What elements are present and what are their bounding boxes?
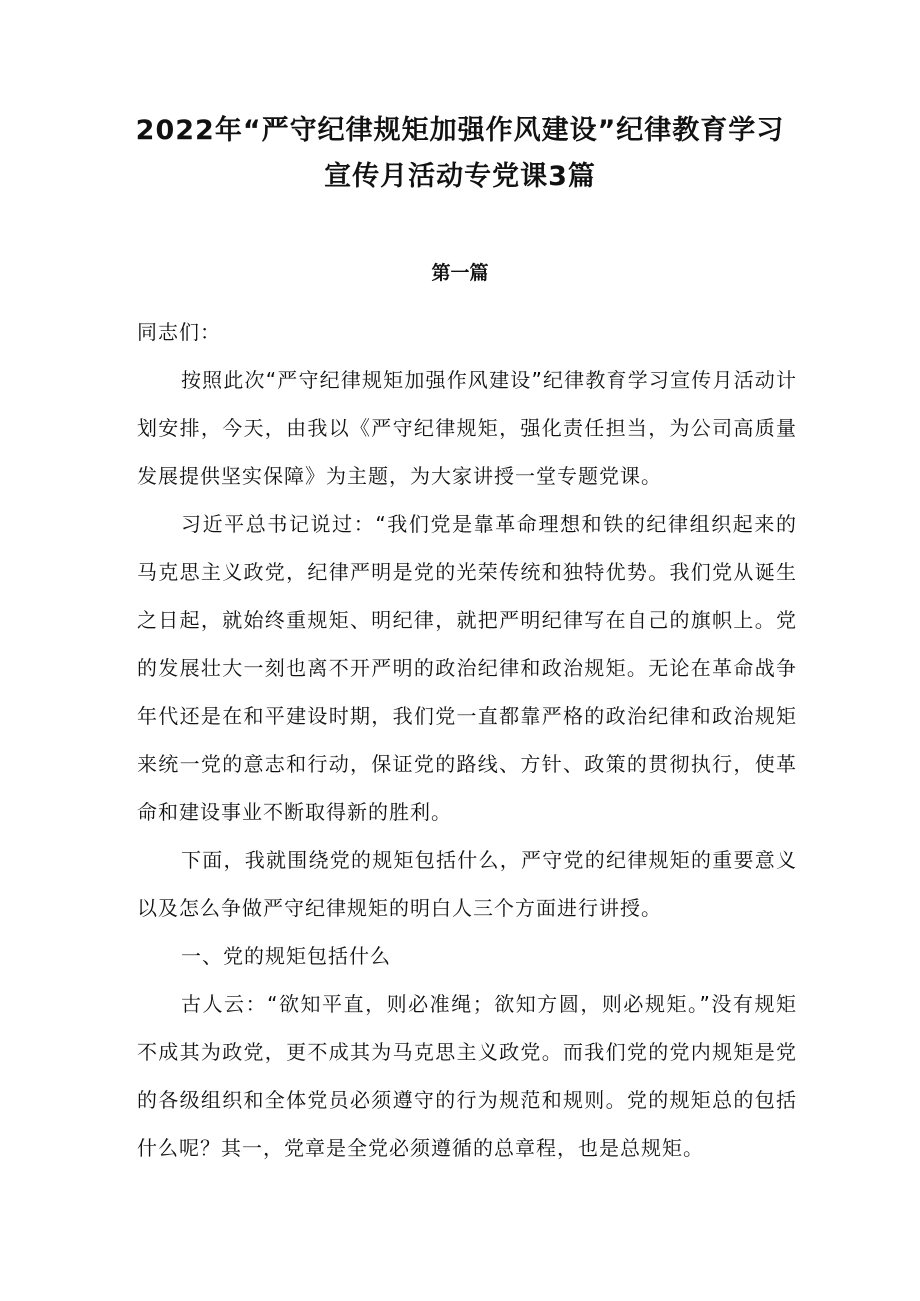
document-title-line-1: 2022年“严守纪律规矩加强作风建设”纪律教育学习 (135, 115, 785, 146)
section-heading: 第一篇 (431, 262, 489, 284)
document-title (90, 108, 830, 200)
salutation: 同志们： (137, 320, 221, 344)
paragraph-outline: 下面，我就围绕党的规矩包括什么，严守党的纪律规矩的重要意义以及怎么争做严守纪律规矩的明白人三个方面进行讲授。 (137, 848, 797, 920)
document-title-line-2: 宣传月活动专党课3篇 (324, 161, 596, 192)
paragraph-quote: 习近平总书记说过：“我们党是靠革命理想和铁的纪律组织起来的马克思主义政党，纪律严明是党的光荣传统和独特优势。我们党从诞生之日起，就始终重规矩、明纪律，就把严明纪律写在自己的旗帜上。党的发展壮大一刻也离不开严明的政治纪律和政治规矩。无论在革命战争年代还是在和平建设时期，我们党一直都靠严格的政治纪律和政治规矩来统一党的意志和行动，保证党的路线、方针、政策的贯彻执行，使革命和建设事业不断取得新的胜利。 (137, 512, 797, 824)
document-body (137, 308, 797, 1172)
paragraph-rules: 古人云：“欲知平直，则必准绳；欲知方圆，则必规矩。”没有规矩不成其为政党，更不成其为马克思主义政党。而我们党的党内规矩是党的各级组织和全体党员必须遵守的行为规范和规则。党的规矩总的包括什么呢？其一，党章是全党必须遵循的总章程，也是总规矩。 (137, 992, 797, 1160)
subheading-part-one: 一、党的规矩包括什么 (181, 944, 391, 968)
paragraph-intro: 按照此次“严守纪律规矩加强作风建设”纪律教育学习宣传月活动计划安排，今天，由我以《严守纪律规矩，强化责任担当，为公司高质量发展提供坚实保障》为主题，为大家讲授一堂专题党课。 (137, 368, 797, 488)
